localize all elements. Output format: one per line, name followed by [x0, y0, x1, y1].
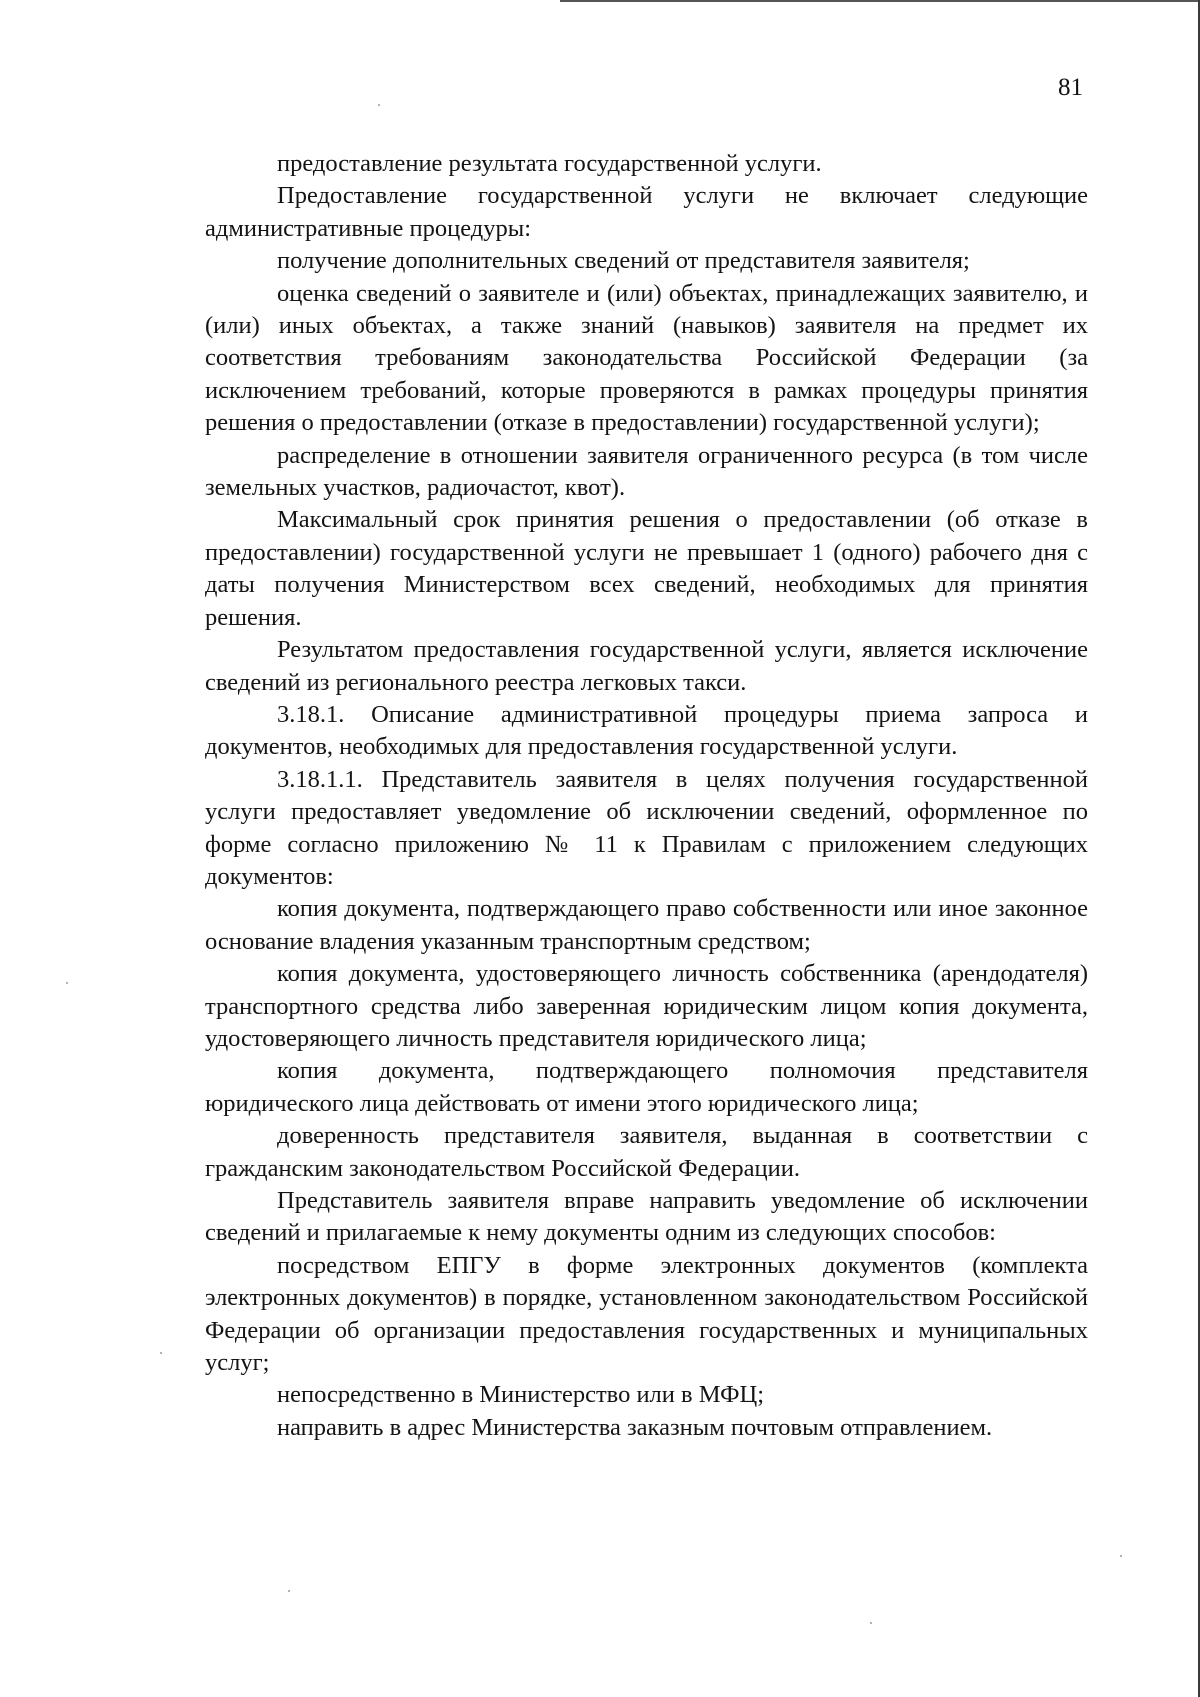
document-body	[205, 148, 1088, 1444]
page-number: 81	[1058, 74, 1083, 101]
paragraph: доверенность представителя заявителя, выданная в соответствии с гражданским законодательством Российской Федерации.	[205, 1122, 1088, 1182]
paragraph: предоставление результата государственной услуги.	[277, 150, 822, 177]
paragraph: копия документа, подтверждающего право собственности или иное законное основание владения указанным транспортным средством;	[205, 895, 1088, 955]
paragraph: направить в адрес Министерства заказным почтовым отправлением.	[277, 1413, 993, 1441]
paragraph: получение дополнительных сведений от представителя заявителя;	[277, 247, 970, 275]
paragraph: копия документа, удостоверяющего личность собственника (арендодателя) транспортного средства либо заверенная юридическим лицом копия документа, удостоверяющего личность представителя юридического лица;	[205, 960, 1088, 1052]
paragraph: 3.18.1. Описание административной процедуры приема запроса и документов, необходимых для предоставления государственной услуги.	[205, 700, 1088, 761]
paragraph: посредством ЕПГУ в форме электронных документов (комплекта электронных документов) в порядке, установленном законодательством Российской Федерации об организации предоставления государственных и муниципальных услуг;	[205, 1251, 1088, 1377]
paragraph: распределение в отношении заявителя ограниченного ресурса (в том числе земельных участков, радиочастот, квот).	[205, 441, 1088, 502]
paragraph: Максимальный срок принятия решения о предоставлении (об отказе в предоставлении) государственной услуги не превышает 1 (одного) рабочего дня с даты получения Министерством всех сведений, необходимых для принятия решения.	[205, 506, 1088, 631]
paragraph: Предоставление государственной услуги не включает следующие административные процедуры:	[205, 182, 1088, 242]
scan-speck	[870, 1622, 872, 1624]
scan-top-edge	[560, 0, 1200, 2]
scan-speck	[160, 1352, 162, 1354]
paragraph: оценка сведений о заявителе и (или) объектах, принадлежащих заявителю, и (или) иных объектах, а также знаний (навыков) заявителя на предмет их соответствия требованиям законодательства Российской Федерации (за исключением требований, которые проверяются в рамках процедуры принятия решения о предоставлении (отказе в предоставлении) государственной услуги);	[205, 279, 1088, 437]
paragraph: непосредственно в Министерство или в МФЦ;	[277, 1381, 765, 1409]
scan-speck	[288, 1590, 290, 1592]
scan-speck	[66, 982, 68, 984]
scan-speck	[378, 104, 380, 106]
paragraph: Результатом предоставления государственной услуги, является исключение сведений из регионального реестра легковых такси.	[205, 636, 1088, 696]
paragraph: 3.18.1.1. Представитель заявителя в целях получения государственной услуги предоставляет уведомление об исключении сведений, оформленное по форме согласно приложению № 11 к Правилам с приложением следующих документов:	[205, 765, 1088, 890]
scan-speck	[1120, 1555, 1122, 1557]
paragraph: копия документа, подтверждающего полномочия представителя юридического лица действовать от имени этого юридического лица;	[205, 1057, 1088, 1117]
paragraph: Представитель заявителя вправе направить уведомление об исключении сведений и прилагаемые к нему документы одним из следующих способов:	[205, 1187, 1088, 1247]
